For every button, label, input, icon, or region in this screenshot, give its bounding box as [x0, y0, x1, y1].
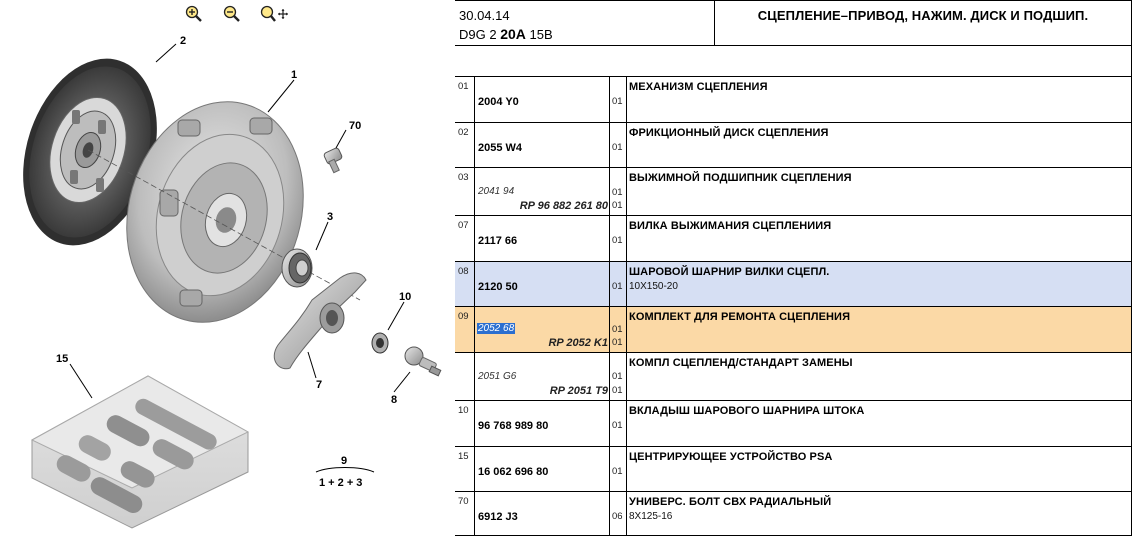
- bolt-part: [323, 147, 343, 173]
- quantity: 01: [612, 200, 623, 211]
- parts-rows: [455, 77, 1132, 536]
- table-row-highlighted[interactable]: [455, 262, 1132, 307]
- quantity: 01: [612, 142, 623, 153]
- replacement-reference[interactable]: RP 2052 K1: [548, 337, 608, 349]
- centering-kit-part: [32, 376, 248, 528]
- release-bearing-part: [282, 249, 312, 287]
- callout-9-composition: 1 + 2 + 3: [319, 477, 363, 489]
- part-description: УНИВЕРС. БОЛТ СВХ РАДИАЛЬНЫЙ: [629, 496, 832, 508]
- quantity: 01: [612, 337, 623, 348]
- part-reference[interactable]: 96 768 989 80: [478, 420, 549, 432]
- part-description: ШАРОВОЙ ШАРНИР ВИЛКИ СЦЕПЛ.: [629, 266, 830, 278]
- release-fork-part: [274, 273, 366, 369]
- header-date: 30.04.14: [459, 8, 510, 23]
- callout-1[interactable]: 1: [291, 69, 298, 81]
- header-info: [455, 1, 715, 46]
- quantity: 01: [612, 420, 623, 431]
- quantity: 01: [612, 371, 623, 382]
- item-number: 07: [455, 216, 475, 261]
- part-spec: 10X150-20: [629, 281, 678, 292]
- part-spec: 8X125-16: [629, 511, 673, 522]
- table-row-selected[interactable]: [455, 307, 1132, 353]
- replacement-reference[interactable]: RP 96 882 261 80: [519, 200, 608, 212]
- quantity: 06: [612, 511, 623, 522]
- part-description: ЦЕНТРИРУЮЩЕЕ УСТРОЙСТВО PSA: [629, 451, 833, 463]
- part-description: КОМПЛЕКТ ДЛЯ РЕМОНТА СЦЕПЛЕНИЯ: [629, 311, 851, 323]
- part-description: ВЫЖИМНОЙ ПОДШИПНИК СЦЕПЛЕНИЯ: [629, 172, 852, 184]
- item-number: 15: [455, 447, 475, 491]
- item-number: 10: [455, 401, 475, 446]
- callout-15[interactable]: 15: [56, 353, 69, 365]
- table-row[interactable]: [455, 447, 1132, 492]
- part-reference[interactable]: 2120 50: [478, 281, 518, 293]
- alt-part-reference[interactable]: 2041 94: [478, 186, 515, 197]
- item-number: 03: [455, 168, 475, 215]
- table-row[interactable]: [455, 353, 1132, 401]
- pivot-bush-part: [372, 333, 388, 353]
- item-number: [455, 353, 475, 400]
- table-row[interactable]: [455, 123, 1132, 168]
- part-reference[interactable]: 6912 J3: [478, 511, 518, 523]
- quantity: 01: [612, 281, 623, 292]
- replacement-reference[interactable]: RP 2051 T9: [549, 385, 608, 397]
- page-title: СЦЕПЛЕНИЕ–ПРИВОД, НАЖИМ. ДИСК И ПОДШИП.: [757, 8, 1089, 23]
- item-number: 09: [455, 307, 475, 352]
- quantity: 01: [612, 235, 623, 246]
- item-number: 02: [455, 123, 475, 167]
- callout-7[interactable]: 7: [316, 379, 323, 391]
- alt-part-reference-selected[interactable]: 2052 68: [478, 323, 515, 334]
- quantity: 01: [612, 466, 623, 477]
- callout-2[interactable]: 2: [180, 35, 187, 47]
- part-reference[interactable]: 2004 Y0: [478, 96, 519, 108]
- item-number: 08: [455, 262, 475, 306]
- parts-table-panel: [455, 0, 1132, 536]
- part-reference[interactable]: 2117 66: [478, 235, 518, 247]
- quantity: 01: [612, 96, 623, 107]
- table-row[interactable]: [455, 77, 1132, 123]
- item-number: 70: [455, 492, 475, 535]
- part-description: ФРИКЦИОННЫЙ ДИСК СЦЕПЛЕНИЯ: [629, 127, 829, 139]
- ball-stud-part: [405, 347, 441, 376]
- part-reference[interactable]: 2055 W4: [478, 142, 523, 154]
- table-row[interactable]: [455, 168, 1132, 216]
- subheader-row: [455, 46, 1132, 77]
- table-row[interactable]: [455, 401, 1132, 447]
- quantity: 01: [612, 187, 623, 198]
- table-row[interactable]: [455, 492, 1132, 536]
- part-description: КОМПЛ СЦЕПЛЕНД/СТАНДАРТ ЗАМЕНЫ: [629, 357, 853, 369]
- exploded-diagram-panel: [0, 0, 455, 536]
- clutch-exploded-view: [0, 0, 455, 536]
- callout-3[interactable]: 3: [327, 211, 334, 223]
- quantity: 01: [612, 385, 623, 396]
- callout-10[interactable]: 10: [399, 291, 412, 303]
- quantity: 01: [612, 324, 623, 335]
- item-number: 01: [455, 77, 475, 122]
- part-description: ВКЛАДЫШ ШАРОВОГО ШАРНИРА ШТОКА: [629, 405, 865, 417]
- part-reference[interactable]: 16 062 696 80: [478, 466, 549, 478]
- part-description: МЕХАНИЗМ СЦЕПЛЕНИЯ: [629, 81, 768, 93]
- part-description: ВИЛКА ВЫЖИМАНИЯ СЦЕПЛЕНИИЯ: [629, 220, 832, 232]
- table-header: [455, 0, 1132, 46]
- callout-70[interactable]: 70: [349, 120, 362, 132]
- table-row[interactable]: [455, 216, 1132, 262]
- callout-8[interactable]: 8: [391, 394, 398, 406]
- header-model: D9G 2 20A 15B: [459, 26, 553, 42]
- callout-9[interactable]: 9: [341, 455, 348, 467]
- alt-part-reference[interactable]: 2051 G6: [478, 371, 517, 382]
